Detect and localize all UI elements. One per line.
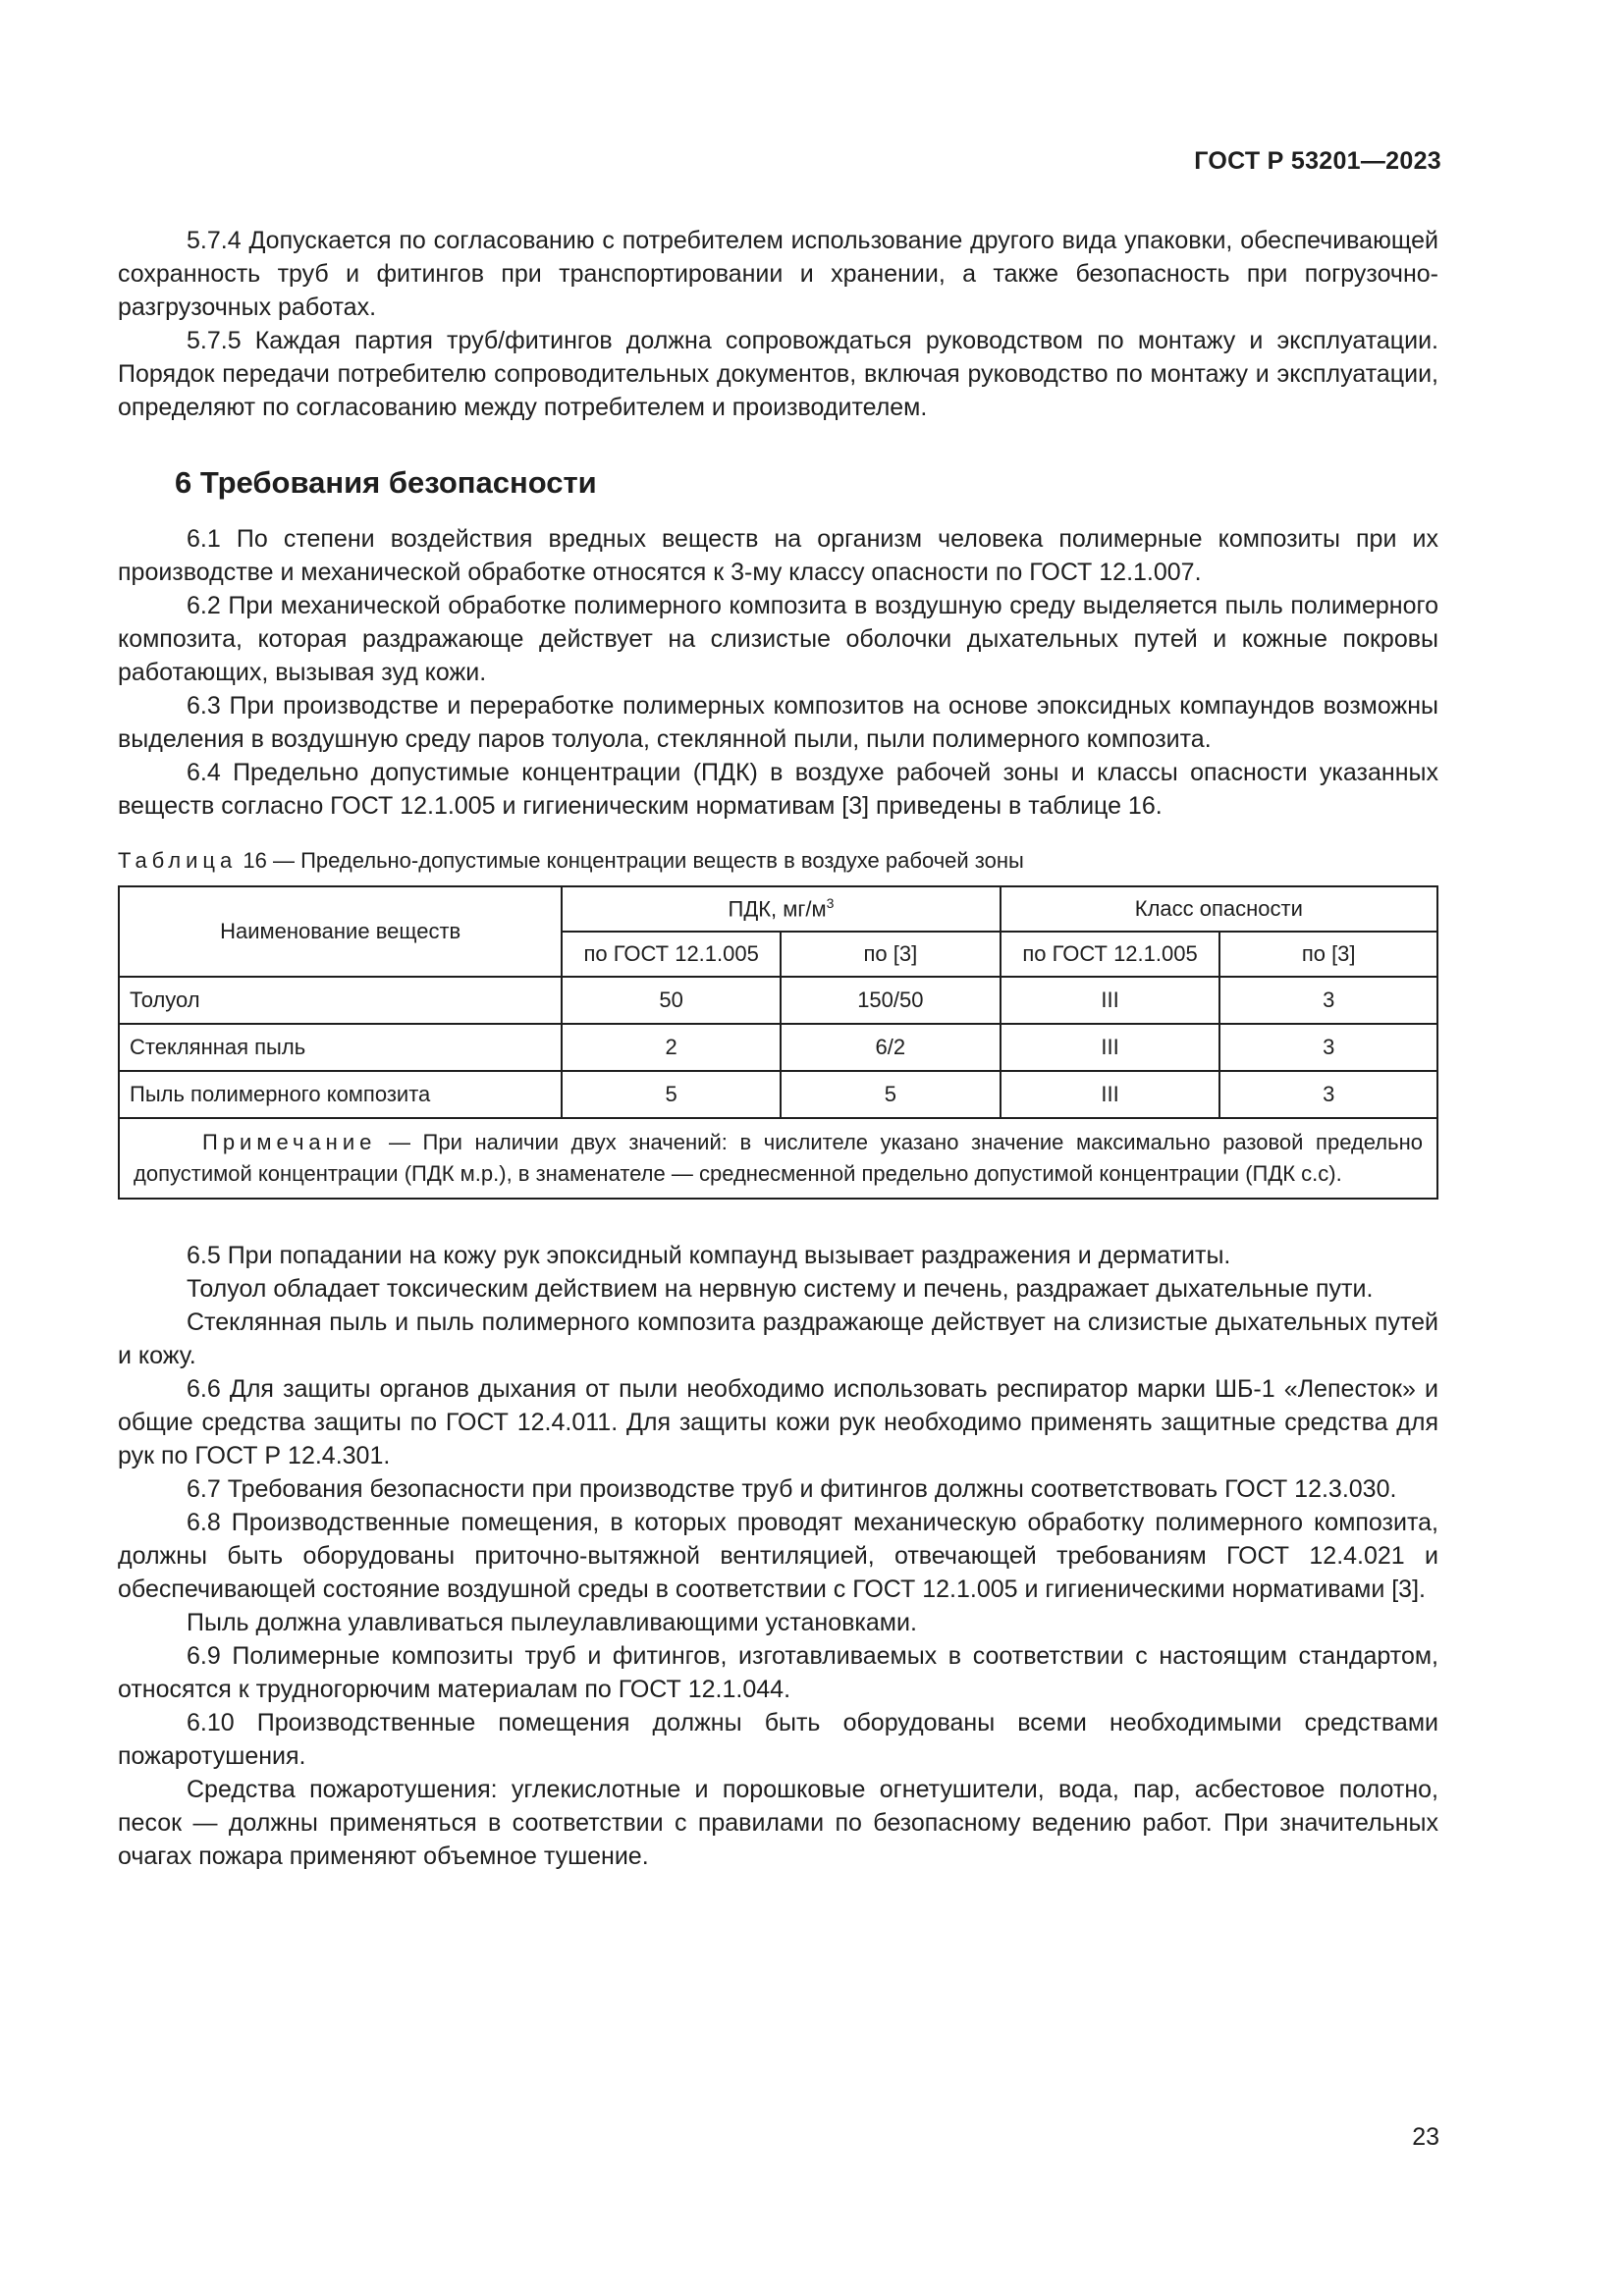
paragraph-fire-means: Средства пожаротушения: углекислотные и порошковые огнетушители, вода, пар, асбестовое полотно, песок — должны применяться в соответствии с правилами по безопасному ведению работ. При значительных очагах пожара применяют объемное тушение. — [118, 1776, 1438, 1870]
cell-value: 50 — [562, 977, 781, 1024]
cell-substance: Стеклянная пыль — [119, 1024, 562, 1071]
cell-substance: Пыль полимерного композита — [119, 1071, 562, 1118]
header-pdk — [562, 886, 1000, 932]
page-number: 23 — [1412, 2123, 1439, 2151]
table-row — [119, 1071, 1437, 1118]
document-code-header: ГОСТ Р 53201—2023 — [1194, 147, 1441, 175]
cell-substance: Толуол — [119, 977, 562, 1024]
header-pdk-label: ПДК, мг/м — [728, 896, 827, 922]
cell-value: 150/50 — [781, 977, 1001, 1024]
paragraph-dust-capture: Пыль должна улавливаться пылеулавливающими установками. — [187, 1609, 917, 1636]
subheader-pdk-gost: по ГОСТ 12.1.005 — [562, 932, 781, 977]
section-heading: 6 Требования безопасности — [175, 465, 597, 500]
table-caption-text: 16 — Предельно-допустимые концентрации веществ в воздухе рабочей зоны — [243, 848, 1024, 873]
table-header-row — [119, 886, 1437, 932]
table-note — [119, 1118, 1437, 1199]
paragraph-6-10: 6.10 Производственные помещения должны быть оборудованы всеми необходимыми средствами пожаротушения. — [118, 1709, 1438, 1770]
paragraph-6-1: 6.1 По степени воздействия вредных веществ на организм человека полимерные композиты при их производстве и механической обработке относятся к 3-му классу опасности по ГОСТ 12.1.007. — [118, 525, 1438, 586]
table-caption — [118, 846, 1438, 876]
subheader-pdk-ref: по [3] — [781, 932, 1001, 977]
table-row — [119, 1024, 1437, 1071]
paragraph-6-9: 6.9 Полимерные композиты труб и фитингов, изготавливаемых в соответствии с настоящим стандартом, относятся к трудногорючим материалам по ГОСТ 12.1.044. — [118, 1642, 1438, 1703]
table-note-row — [119, 1118, 1437, 1199]
table-caption-label: Таблица — [118, 848, 238, 873]
cell-value: 5 — [781, 1071, 1001, 1118]
cell-value: 6/2 — [781, 1024, 1001, 1071]
paragraph-glass-dust: Стеклянная пыль и пыль полимерного композита раздражающе действует на слизистые дыхательных путей и кожу. — [118, 1308, 1438, 1369]
note-label: Примечание — [202, 1130, 377, 1154]
cell-value: 3 — [1219, 977, 1437, 1024]
paragraph-5-7-5: 5.7.5 Каждая партия труб/фитингов должна сопровождаться руководством по монтажу и эксплуатации. Порядок передачи потребителю сопроводительных документов, включая руководство по монтажу и эксплуатации, определяют по согласованию между потребителем и производителем. — [118, 327, 1438, 421]
header-hazard-class: Класс опасности — [1001, 886, 1437, 932]
paragraph-6-6: 6.6 Для защиты органов дыхания от пыли необходимо использовать респиратор марки ШБ-1 «Лепесток» и общие средства защиты по ГОСТ 12.4.011. Для защиты кожи рук необходимо применять защитные средства для рук по ГОСТ Р 12.4.301. — [118, 1375, 1438, 1469]
page-content — [118, 224, 1438, 1873]
header-pdk-superscript: 3 — [826, 895, 835, 912]
table-row — [119, 977, 1437, 1024]
subheader-class-gost: по ГОСТ 12.1.005 — [1001, 932, 1220, 977]
paragraph-6-8: 6.8 Производственные помещения, в которых проводят механическую обработку полимерного композита, должны быть оборудованы приточно-вытяжной вентиляцией, отвечающей требованиям ГОСТ 12.4.021 и обеспечивающей состояние воздушной среды в соответствии с ГОСТ 12.1.005 и гигиеническими нормативами [3]. — [118, 1509, 1438, 1603]
header-substance-name: Наименование веществ — [119, 886, 562, 977]
cell-value: 2 — [562, 1024, 781, 1071]
paragraph-5-7-4: 5.7.4 Допускается по согласованию с потребителем использование другого вида упаковки, обеспечивающей сохранность труб и фитингов при транспортировании и хранении, а также безопасность при погрузочно-разгрузочных работах. — [118, 227, 1438, 321]
note-text: — При наличии двух значений: в числителе указано значение максимально разовой предельно допустимой концентрации (ПДК м.р.), в знаменателе — среднесменной предельно допустимой концентрации (ПДК с.с). — [134, 1130, 1423, 1186]
cell-value: 3 — [1219, 1024, 1437, 1071]
paragraph-6-5: 6.5 При попадании на кожу рук эпоксидный компаунд вызывает раздражения и дерматиты. — [187, 1242, 1231, 1269]
cell-value: 5 — [562, 1071, 781, 1118]
paragraph-6-3: 6.3 При производстве и переработке полимерных композитов на основе эпоксидных компаундов возможны выделения в воздушную среду паров толуола, стеклянной пыли, пыли полимерного композита. — [118, 692, 1438, 753]
subheader-class-ref: по [3] — [1219, 932, 1437, 977]
cell-value: 3 — [1219, 1071, 1437, 1118]
paragraph-toluene: Толуол обладает токсическим действием на нервную систему и печень, раздражает дыхательные пути. — [187, 1275, 1374, 1303]
cell-value: III — [1001, 1071, 1220, 1118]
paragraph-6-2: 6.2 При механической обработке полимерного композита в воздушную среду выделяется пыль полимерного композита, которая раздражающе действует на слизистые оболочки дыхательных путей и кожные покровы работающих, вызывая зуд кожи. — [118, 592, 1438, 686]
cell-value: III — [1001, 977, 1220, 1024]
cell-value: III — [1001, 1024, 1220, 1071]
concentration-table — [118, 885, 1438, 1200]
paragraph-6-4: 6.4 Предельно допустимые концентрации (ПДК) в воздухе рабочей зоны и классы опасности указанных веществ согласно ГОСТ 12.1.005 и гигиеническим нормативам [3] приведены в таблице 16. — [118, 759, 1438, 820]
paragraph-6-7: 6.7 Требования безопасности при производстве труб и фитингов должны соответствовать ГОСТ 12.3.030. — [187, 1475, 1397, 1503]
